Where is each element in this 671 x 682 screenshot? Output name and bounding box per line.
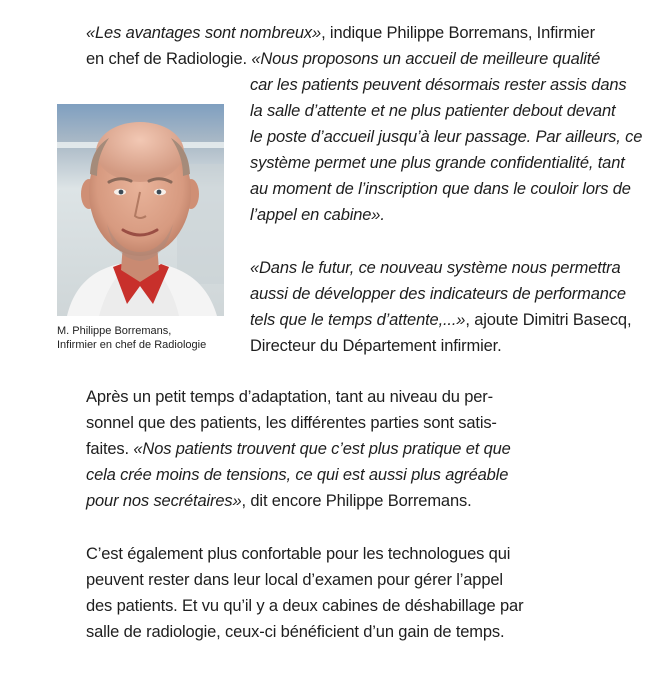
paragraph-1-line-8 bbox=[250, 202, 385, 228]
paragraph-3-line-2 bbox=[86, 410, 497, 436]
quote-text: car les patients peuvent désormais rester assis dans bbox=[250, 76, 627, 94]
paragraph-4-line-3 bbox=[86, 593, 523, 619]
paragraph-2-line-3 bbox=[250, 307, 631, 333]
portrait-photo bbox=[57, 104, 224, 316]
quote-text: système permet une plus grande confidentialité, tant bbox=[250, 154, 625, 172]
paragraph-1-line-6 bbox=[250, 150, 625, 176]
paragraph-3-line-3 bbox=[86, 436, 511, 462]
quote-text: «Nous proposons un accueil de meilleure qualité bbox=[251, 50, 601, 68]
quote-text: le poste d’accueil jusqu’à leur passage. Par ailleurs, ce bbox=[250, 128, 643, 146]
paragraph-1-line-5 bbox=[250, 124, 642, 150]
body-text: sonnel que des patients, les différentes parties sont satis- bbox=[86, 414, 497, 432]
body-text: des patients. Et vu qu’il y a deux cabines de déshabillage par bbox=[86, 597, 524, 615]
body-text: , indique Philippe Borremans, Infirmier bbox=[321, 24, 595, 42]
paragraph-2-line-2 bbox=[250, 281, 626, 307]
paragraph-2-line-4 bbox=[250, 333, 502, 359]
quote-text: «Dans le futur, ce nouveau système nous permettra bbox=[250, 259, 621, 277]
paragraph-4-line-1 bbox=[86, 541, 510, 567]
caption-line: Infirmier en chef de Radiologie bbox=[57, 339, 207, 351]
paragraph-4-line-4 bbox=[86, 619, 504, 645]
paragraph-1-line-2 bbox=[86, 46, 600, 72]
body-text: Directeur du Département infirmier. bbox=[250, 337, 502, 355]
quote-text: cela crée moins de tensions, ce qui est aussi plus agréable bbox=[86, 466, 509, 484]
body-text: Après un petit temps d’adaptation, tant au niveau du per- bbox=[86, 388, 493, 406]
body-text: , dit encore Philippe Borremans. bbox=[241, 492, 472, 510]
quote-text: au moment de l’inscription que dans le couloir lors de bbox=[250, 180, 631, 198]
paragraph-1-line-3 bbox=[250, 72, 626, 98]
body-text: peuvent rester dans leur local d’examen pour gérer l’appel bbox=[86, 571, 503, 589]
paragraph-4-line-2 bbox=[86, 567, 503, 593]
quote-text: tels que le temps d’attente,...» bbox=[250, 311, 466, 329]
body-text: C’est également plus confortable pour les technologues qui bbox=[86, 545, 511, 563]
quote-text: l’appel en cabine». bbox=[250, 206, 385, 224]
paragraph-2-line-1 bbox=[250, 255, 621, 281]
quote-text: la salle d’attente et ne plus patienter debout devant bbox=[250, 102, 616, 120]
body-text: faites. bbox=[86, 440, 134, 458]
paragraph-1-line-7 bbox=[250, 176, 631, 202]
quote-text: aussi de développer des indicateurs de performance bbox=[250, 285, 626, 303]
body-text: en chef de Radiologie. bbox=[86, 50, 252, 68]
quote-text: pour nos secrétaires» bbox=[86, 492, 242, 510]
paragraph-3-line-5 bbox=[86, 488, 472, 514]
paragraph-3-line-4 bbox=[86, 462, 508, 488]
paragraph-1-line-4 bbox=[250, 98, 615, 124]
quote-text: «Nos patients trouvent que c’est plus pratique et que bbox=[133, 440, 511, 458]
quote-text: «Les avantages sont nombreux» bbox=[86, 24, 322, 42]
portrait-illustration bbox=[57, 104, 224, 316]
photo-caption bbox=[57, 324, 206, 352]
body-text: , ajoute Dimitri Basecq, bbox=[465, 311, 632, 329]
paragraph-3-line-1 bbox=[86, 384, 493, 410]
paragraph-1-line-1 bbox=[86, 20, 595, 46]
body-text: salle de radiologie, ceux-ci bénéficient d’un gain de temps. bbox=[86, 623, 505, 641]
caption-line: M. Philippe Borremans, bbox=[57, 325, 172, 337]
